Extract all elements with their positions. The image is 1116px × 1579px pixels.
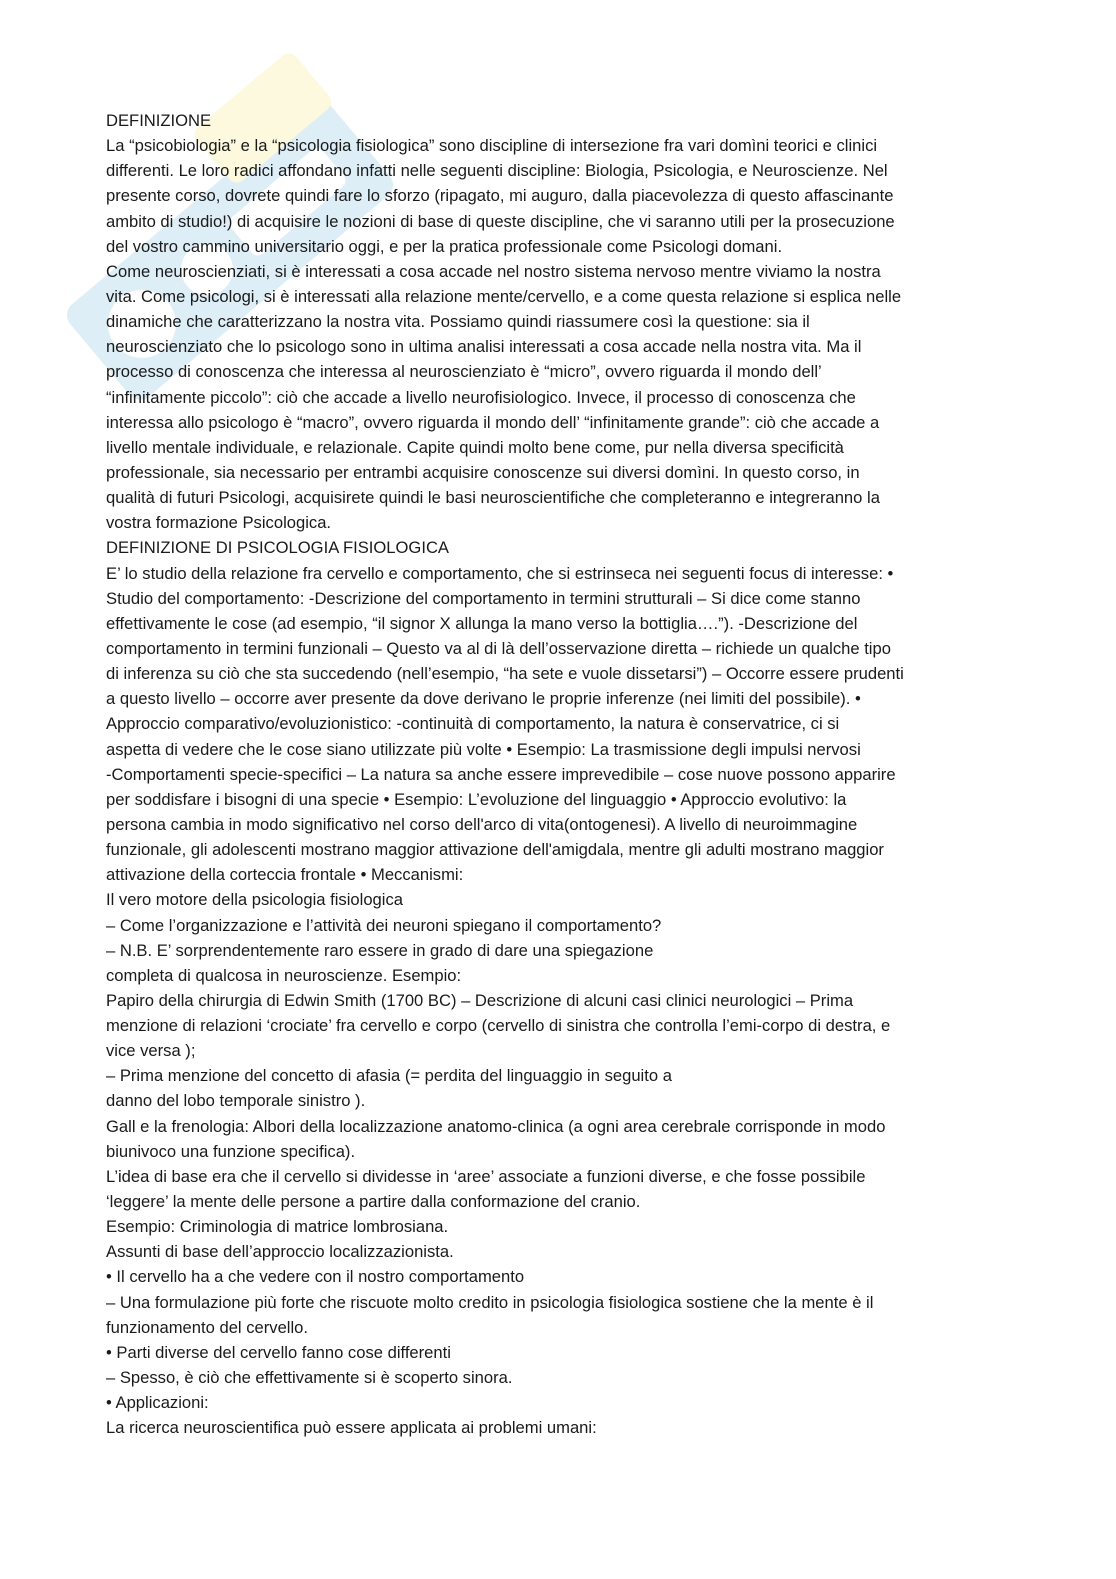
text-line: Come neuroscienziati, si è interessati a cosa accade nel nostro sistema nervoso mentre viviamo la nostra <box>106 261 881 281</box>
text-line: ambito di studio!) di acquisire le nozioni di base di queste discipline, che vi saranno utili per la prosecuzione <box>106 211 895 231</box>
text-line: livello mentale individuale, e relazionale. Capite quindi molto bene come, pur nella diversa specificità <box>106 437 844 457</box>
text-line: Studio del comportamento: -Descrizione del comportamento in termini strutturali – Si dice come stanno <box>106 588 861 608</box>
text-line: – Una formulazione più forte che riscuote molto credito in psicologia fisiologica sostiene che la mente è il <box>106 1292 874 1312</box>
text-line: – Spesso, è ciò che effettivamente si è scoperto sinora. <box>106 1368 513 1388</box>
section-heading: DEFINIZIONE <box>106 111 212 130</box>
text-line: E’ lo studio della relazione fra cervello e comportamento, che si estrinseca nei seguenti focus di interesse: • <box>106 563 894 583</box>
text-line: interessa allo psicologo è “macro”, ovvero riguarda il mondo dell’ “infinitamente grande”: ciò che accade a <box>106 412 880 432</box>
bullet-line: • Il cervello ha a che vedere con il nostro comportamento <box>106 1267 525 1287</box>
text-line: di inferenza su ciò che sta succedendo (nell’esempio, “ha sete e vuole dissetarsi”) – Occorre essere prudenti <box>106 664 904 684</box>
bullet-line: • Applicazioni: <box>106 1393 209 1413</box>
text-line: del vostro cammino universitario oggi, e per la pratica professionale come Psicologi domani. <box>106 236 783 256</box>
text-line: attivazione della corteccia frontale • Meccanismi: <box>106 865 464 885</box>
bullet-line: • Parti diverse del cervello fanno cose differenti <box>106 1342 451 1362</box>
text-line: Esempio: Criminologia di matrice lombrosiana. <box>106 1217 449 1237</box>
text-line: vice versa ); <box>106 1041 196 1061</box>
text-line: biunivoco una funzione specifica). <box>106 1141 356 1161</box>
text-line: aspetta di vedere che le cose siano utilizzate più volte • Esempio: La trasmissione degli impulsi nervosi <box>106 739 861 759</box>
text-line: vita. Come psicologi, si è interessati alla relazione mente/cervello, e a come questa relazione si esplica nelle <box>106 286 902 306</box>
text-line: La “psicobiologia” e la “psicologia fisiologica” sono discipline di intersezione fra vari domìni teorici e clinici <box>106 136 878 156</box>
text-line: – Come l’organizzazione e l’attività dei neuroni spiegano il comportamento? <box>106 915 662 935</box>
text-line: per soddisfare i bisogni di una specie • Esempio: L’evoluzione del linguaggio • Approccio evolutivo: la <box>106 789 847 809</box>
text-line: qualità di futuri Psicologi, acquisirete quindi le basi neuroscientifiche che completeranno e integreranno la <box>106 488 880 508</box>
text-line: dinamiche che caratterizzano la nostra vita. Possiamo quindi riassumere così la questione: sia il <box>106 312 810 332</box>
text-line: menzione di relazioni ‘crociate’ fra cervello e corpo (cervello di sinistra che controlla l’emi-corpo di destra, e <box>106 1016 891 1036</box>
section-heading: DEFINIZIONE DI PSICOLOGIA FISIOLOGICA <box>106 538 449 558</box>
text-line: professionale, sia necessario per entrambi acquisire conoscenze sui diversi domìni. In questo corso, in <box>106 462 860 482</box>
text-line: -Comportamenti specie-specifici – La natura sa anche essere imprevedibile – cose nuove possono apparire <box>106 764 896 784</box>
text-line: Il vero motore della psicologia fisiologica <box>106 890 403 910</box>
text-line: processo di conoscenza che interessa al neuroscienziato è “micro”, ovvero riguarda il mondo dell’ <box>106 362 822 382</box>
text-line: – Prima menzione del concetto di afasia (= perdita del linguaggio in seguito a <box>106 1066 672 1086</box>
text-line: differenti. Le loro radici affondano infatti nelle seguenti discipline: Biologia, Psicologia, e Neuroscienze. Nel <box>106 161 888 181</box>
text-line: a questo livello – occorre aver presente da dove derivano le proprie inferenze (nei limiti del possibile). • <box>106 689 861 709</box>
text-line: vostra formazione Psicologica. <box>106 513 332 533</box>
text-line: completa di qualcosa in neuroscienze. Esempio: <box>106 965 462 985</box>
text-line: funzionale, gli adolescenti mostrano maggior attivazione dell'amigdala, mentre gli adulti mostrano maggior <box>106 840 884 860</box>
text-line: Approccio comparativo/evoluzionistico: -continuità di comportamento, la natura è conservatrice, ci si <box>106 714 840 734</box>
text-line: La ricerca neuroscientifica può essere applicata ai problemi umani: <box>106 1418 597 1438</box>
text-line: comportamento in termini funzionali – Questo va al di là dell’osservazione diretta – richiede un qualche tipo <box>106 638 891 658</box>
text-line: funzionamento del cervello. <box>106 1317 309 1337</box>
text-line: persona cambia in modo significativo nel corso dell'arco di vita(ontogenesi). A livello di neuroimmagine <box>106 814 858 834</box>
text-line: Gall e la frenologia: Albori della localizzazione anatomo-clinica (a ogni area cerebrale corrisponde in modo <box>106 1116 886 1136</box>
text-line: L’idea di base era che il cervello si dividesse in ‘aree’ associate a funzioni diverse, e che fosse possibile <box>106 1166 866 1186</box>
text-line: danno del lobo temporale sinistro ). <box>106 1091 366 1111</box>
text-line: effettivamente le cose (ad esempio, “il signor X allunga la mano verso la bottiglia….”). -Descrizione del <box>106 613 858 633</box>
text-line: Papiro della chirurgia di Edwin Smith (1700 BC) – Descrizione di alcuni casi clinici neurologici – Prima <box>106 990 854 1010</box>
text-line: neuroscienziato che lo psicologo sono in ultima analisi interessati a cosa accade nella nostra vita. Ma il <box>106 337 862 357</box>
text-line: “infinitamente piccolo”: ciò che accade a livello neurofisiologico. Invece, il processo di conoscenza che <box>106 387 856 407</box>
text-line: ‘leggere’ la mente delle persone a partire dalla conformazione del cranio. <box>106 1192 641 1212</box>
text-line: presente corso, dovrete quindi fare lo sforzo (ripagato, mi auguro, dalla piacevolezza di questo affascinante <box>106 186 894 206</box>
text-line: – N.B. E’ sorprendentemente raro essere in grado di dare una spiegazione <box>106 940 654 960</box>
text-line: Assunti di base dell’approccio localizzazionista. <box>106 1242 454 1262</box>
document-body <box>106 108 1006 1440</box>
